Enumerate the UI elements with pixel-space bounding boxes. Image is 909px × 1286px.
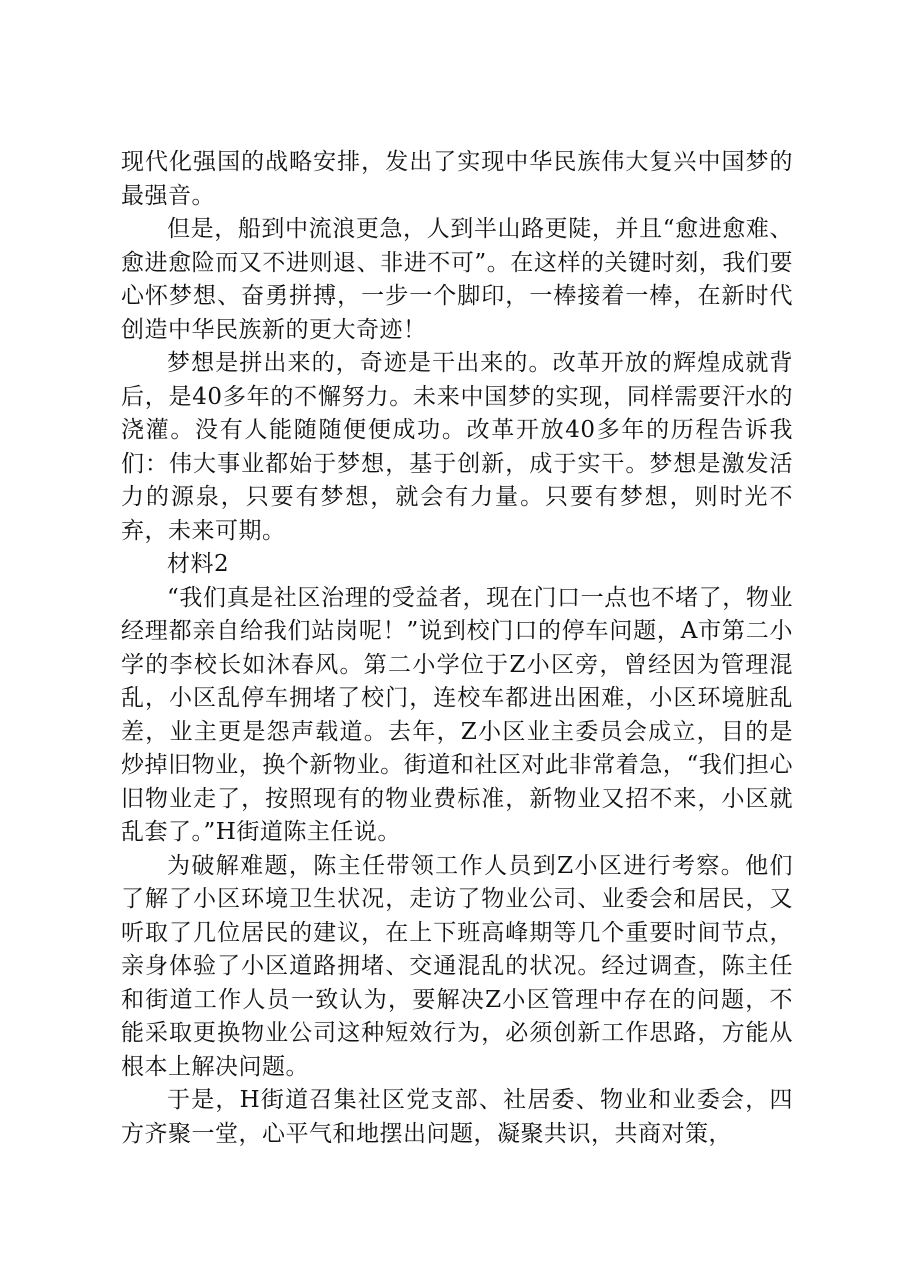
paragraph: 于是，H街道召集社区党支部、社居委、物业和业委会，四方齐聚一堂，心平气和地摆出问题，凝聚共识，共商对策， <box>121 1087 793 1147</box>
document-page <box>121 146 793 1151</box>
section-heading-material-2: 材料2 <box>167 551 230 577</box>
paragraph: “我们真是社区治理的受益者，现在门口一点也不堵了，物业经理都亲自给我们站岗呢！”说到校门口的停车问题，A市第二小学的李校长如沐春风。第二小学位于Z小区旁，曾经因为管理混乱，小区乱停车拥堵了校门，连校车都进出困难，小区环境脏乱差，业主更是怨声载道。去年，Z小区业主委员会成立，目的是炒掉旧物业，换个新物业。街道和社区对此非常着急，“我们担心旧物业走了，按照现有的物业费标准，新物业又招不来，小区就乱套了。”H街道陈主任说。 <box>121 584 793 845</box>
paragraph: 但是，船到中流浪更急，人到半山路更陡，并且“愈进愈难、愈进愈险而又不进则退、非进不可”。在这样的关键时刻，我们要心怀梦想、奋勇拼搏，一步一个脚印，一棒接着一棒，在新时代创造中华民族新的更大奇迹！ <box>121 216 793 343</box>
paragraph: 梦想是拼出来的，奇迹是干出来的。改革开放的辉煌成就背后，是40多年的不懈努力。未来中国梦的实现，同样需要汗水的浇灌。没有人能随随便便成功。改革开放40多年的历程告诉我们：伟大事业都始于梦想，基于创新，成于实干。梦想是激发活力的源泉，只要有梦想，就会有力量。只要有梦想，则时光不弃，未来可期。 <box>121 350 793 544</box>
paragraph: 为破解难题，陈主任带领工作人员到Z小区进行考察。他们了解了小区环境卫生状况，走访了物业公司、业委会和居民，又听取了几位居民的建议，在上下班高峰期等几个重要时间节点，亲身体验了小区道路拥堵、交通混乱的状况。经过调查，陈主任和街道工作人员一致认为，要解决Z小区管理中存在的问题，不能采取更换物业公司这种短效行为，必须创新工作思路，方能从根本上解决问题。 <box>121 852 793 1080</box>
paragraph-continued: 现代化强国的战略安排，发出了实现中华民族伟大复兴中国梦的最强音。 <box>121 149 793 209</box>
